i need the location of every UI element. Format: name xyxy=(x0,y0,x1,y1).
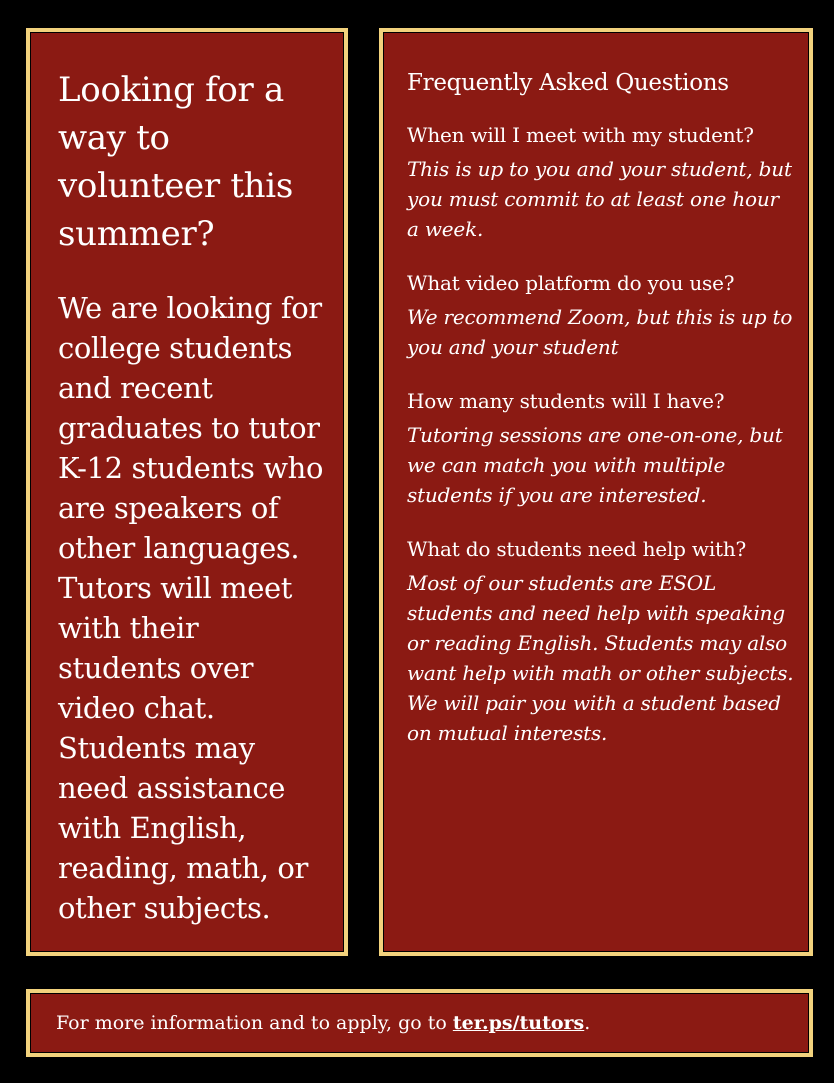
faq-item xyxy=(407,534,795,748)
footer-text xyxy=(56,1010,590,1036)
faq-question: When will I meet with my student? xyxy=(407,123,754,147)
faq-item xyxy=(407,386,795,510)
faq-answer: We recommend Zoom, but this is up to you and your student xyxy=(407,305,793,359)
footer-banner xyxy=(26,989,813,1057)
footer-prefix: For more information and to apply, go to xyxy=(56,1012,453,1034)
faq-question: What do students need help with? xyxy=(407,537,747,561)
apply-link[interactable]: ter.ps/tutors xyxy=(452,1012,585,1034)
intro-body-text: We are looking for college students and recent graduates to tutor K-12 students who are speakers of other languages. Tutors will meet with their students over video chat. Students may need assistance with English, reading, math, or other subjects. xyxy=(58,291,324,925)
faq-item xyxy=(407,120,795,244)
headline: Looking for a way to volunteer this summer? xyxy=(58,70,293,254)
faq-item xyxy=(407,268,795,362)
intro-panel xyxy=(26,28,348,956)
faq-question: How many students will I have? xyxy=(407,389,725,413)
faq-answer: Tutoring sessions are one-on-one, but we can match you with multiple students if you are interested. xyxy=(407,423,783,507)
faq-question: What video platform do you use? xyxy=(407,271,735,295)
faq-answer: This is up to you and your student, but you must commit to at least one hour a week. xyxy=(407,157,792,241)
footer-period: . xyxy=(584,1012,591,1034)
faq-panel xyxy=(379,28,813,956)
faq-title: Frequently Asked Questions xyxy=(407,70,729,96)
faq-answer: Most of our students are ESOL students and need help with speaking or reading English. Students may also want help with math or other subjects. We will pair you with a student based on mutual interests. xyxy=(407,571,794,745)
